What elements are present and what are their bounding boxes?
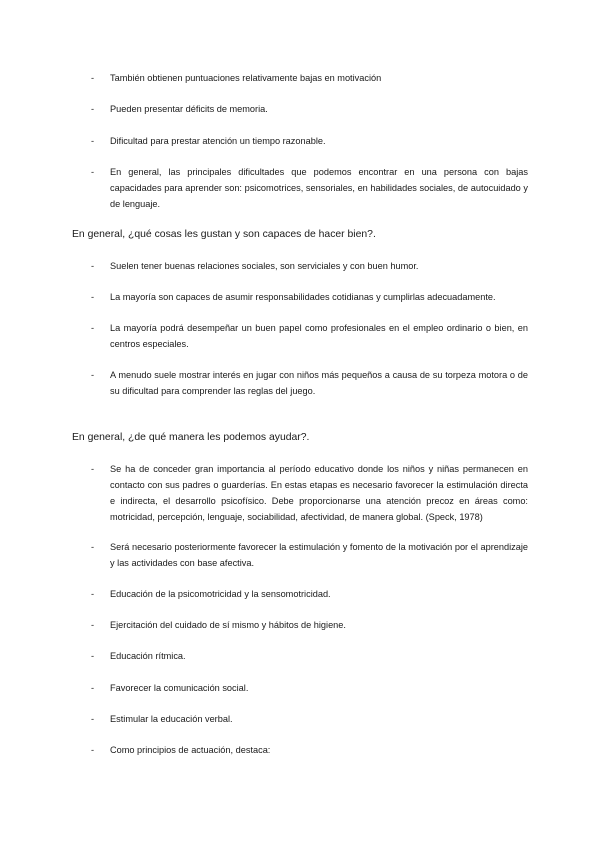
section-heading-help: En general, ¿de qué manera les podemos ayudar?. <box>72 432 310 443</box>
bullet-dash: - <box>91 136 95 146</box>
bullet-dash: - <box>91 167 95 177</box>
list-item <box>91 539 528 571</box>
list-item <box>91 586 528 602</box>
bullet-dash: - <box>91 714 95 724</box>
list-item <box>91 648 528 664</box>
list-item-text: Educación rítmica. <box>110 651 186 661</box>
list-item <box>91 617 528 633</box>
list-item <box>91 742 528 758</box>
list-item <box>91 101 528 117</box>
list-item-text: Será necesario posteriormente favorecer la estimulación y fomento de la motivación por el aprendizaje y las actividades con base afectiva. <box>110 542 528 568</box>
list-item-text: Como principios de actuación, destaca: <box>110 745 271 755</box>
list-item-text: Se ha de conceder gran importancia al período educativo donde los niños y niñas permanecen en contacto con sus padres o guarderías. En estas etapas es necesario favorecer la estimulación directa e indirecta, el desarrollo psicofísico. Debe proporcionarse una atención precoz en áreas como: motricidad, percepción, lenguaje, sociabilidad, afectividad, de manera global. (Speck, 1978) <box>110 464 528 522</box>
list-item-text: En general, las principales dificultades que podemos encontrar en una persona con bajas capacidades para aprender son: psicomotrices, sensoriales, en habilidades sociales, de autocuidado y de lenguaje. <box>110 167 528 209</box>
list-item <box>91 289 528 305</box>
bullet-dash: - <box>91 651 95 661</box>
list-item <box>91 70 528 86</box>
list-item-text: La mayoría son capaces de asumir responsabilidades cotidianas y cumplirlas adecuadamente. <box>110 292 496 302</box>
list-item-text: Dificultad para prestar atención un tiempo razonable. <box>110 136 326 146</box>
list-item <box>91 367 528 399</box>
list-item-text: La mayoría podrá desempeñar un buen papel como profesionales en el empleo ordinario o bien, en centros especiales. <box>110 323 528 349</box>
bullet-dash: - <box>91 261 95 271</box>
list-item-text: A menudo suele mostrar interés en jugar con niños más pequeños a causa de su torpeza motora o de su dificultad para comprender las reglas del juego. <box>110 370 528 396</box>
bullet-dash: - <box>91 104 95 114</box>
list-item-text: Suelen tener buenas relaciones sociales, son serviciales y con buen humor. <box>110 261 419 271</box>
list-item-text: Pueden presentar déficits de memoria. <box>110 104 268 114</box>
list-item <box>91 711 528 727</box>
bullet-dash: - <box>91 683 95 693</box>
section-heading-strengths: En general, ¿qué cosas les gustan y son capaces de hacer bien?. <box>72 229 376 240</box>
list-item-text: Educación de la psicomotricidad y la sensomotricidad. <box>110 589 331 599</box>
bullet-dash: - <box>91 589 95 599</box>
list-item <box>91 164 528 212</box>
list-item-text: Favorecer la comunicación social. <box>110 683 249 693</box>
bullet-dash: - <box>91 542 95 552</box>
bullet-dash: - <box>91 73 95 83</box>
list-item <box>91 680 528 696</box>
bullet-dash: - <box>91 620 95 630</box>
bullet-dash: - <box>91 370 95 380</box>
list-item <box>91 320 528 352</box>
list-item <box>91 258 528 274</box>
list-item-text: También obtienen puntuaciones relativamente bajas en motivación <box>110 73 382 83</box>
list-item-text: Ejercitación del cuidado de sí mismo y hábitos de higiene. <box>110 620 346 630</box>
bullet-dash: - <box>91 323 95 333</box>
bullet-dash: - <box>91 745 95 755</box>
bullet-dash: - <box>91 292 95 302</box>
list-item <box>91 133 528 149</box>
list-item-text: Estimular la educación verbal. <box>110 714 233 724</box>
list-item <box>91 461 528 525</box>
bullet-dash: - <box>91 464 95 474</box>
